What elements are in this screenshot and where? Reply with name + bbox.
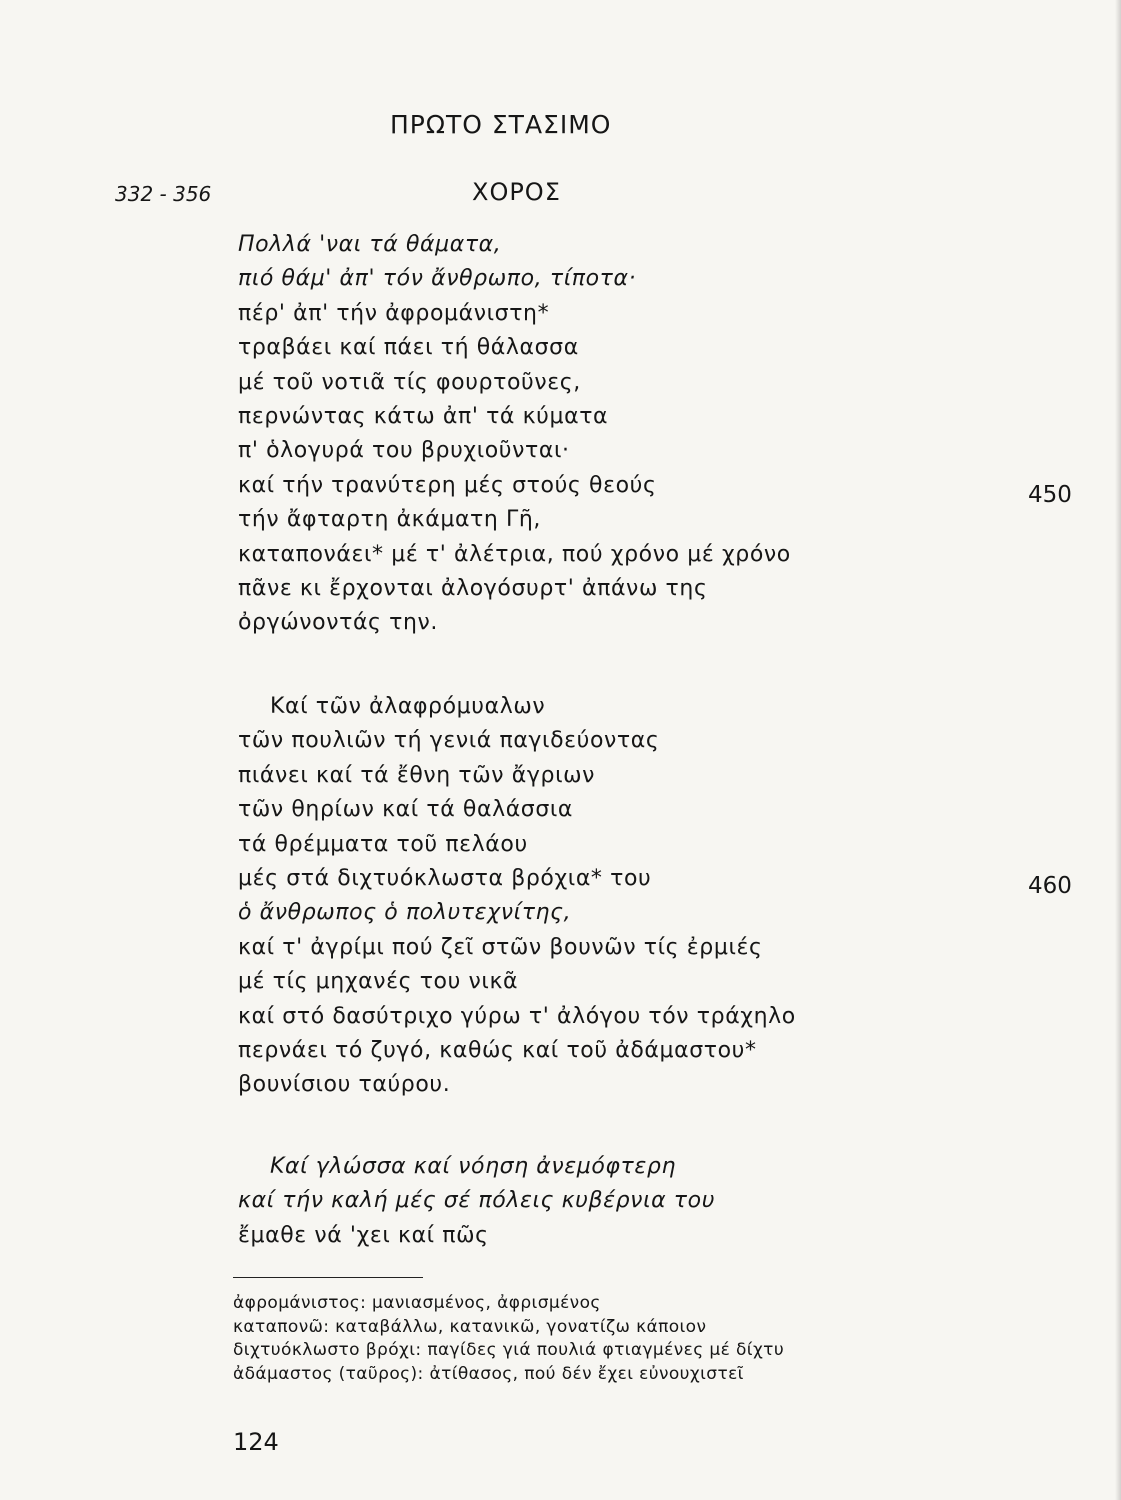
stanza-2 [238,690,1038,1103]
verse-line: πᾶνε κι ἔρχονται ἀλογόσυρτ' ἀπάνω της [238,575,708,601]
verse-line: πιό θάμ' ἀπ' τόν ἄνθρωπο, τίποτα· [238,266,637,292]
verse-line: τῶν πουλιῶν τή γενιά παγιδεύοντας [238,728,660,754]
verse-line: περνώντας κάτω ἀπ' τά κύματα [238,403,609,429]
footnote: διχτυόκλωστο βρόχι: παγίδες γιά πουλιά φτιαγμένες μέ δίχτυ [233,1340,785,1360]
verse-line: τῶν θηρίων καί τά θαλάσσια [238,797,574,823]
verse-line: καί τ' ἀγρίμι πού ζεῖ στῶν βουνῶν τίς ἐρμιές [238,934,763,960]
line-reference: 332 - 356 [115,182,212,206]
verse-line: καί τήν τρανύτερη μές στούς θεούς [238,472,657,498]
verse-line: καταπονάει* μέ τ' ἀλέτρια, πού χρόνο μέ χρόνο [238,541,791,567]
verse-line: π' ὁλογυρά του βρυχιοῦνται· [238,438,570,464]
verse-line: ὁ ἄνθρωπος ὁ πολυτεχνίτης, [238,900,572,926]
verse-line: Πολλά 'ναι τά θάματα, [238,232,502,257]
verse-line: Καί τῶν ἀλαφρόμυαλων [270,694,546,719]
footnotes [233,1292,784,1386]
verse-line: τά θρέμματα τοῦ πελάου [238,831,528,857]
footnote: καταπονῶ: καταβάλλω, κατανικῶ, γονατίζω κάποιον [233,1316,707,1337]
footnote: ἀδάμαστος (ταῦρος): ἀτίθασος, πού δέν ἔχει εὐνουχιστεῖ [233,1363,744,1384]
footnote: ἀφρομάνιστος: μανιασμένος, ἀφρισμένος [233,1293,601,1313]
footnote-divider [233,1277,423,1278]
page-title: ΠΡΩΤΟ ΣΤΑΣΙΜΟ [390,110,612,139]
verse-line: περνάει τό ζυγό, καθώς καί τοῦ ἀδάμαστου* [238,1037,757,1063]
scan-edge-shadow [1115,0,1121,1500]
verse-line: μέ τοῦ νοτιᾶ τίς φουρτοῦνες, [238,369,581,395]
verse-line: ἔμαθε νά 'χει καί πῶς [238,1222,489,1248]
verse-line: Καί γλώσσα καί νόηση ἀνεμόφτερη [270,1154,676,1179]
page-number: 124 [233,1428,279,1456]
verse-line: μές στά διχτυόκλωστα βρόχια* του [238,865,652,891]
line-number-450: 450 [1028,482,1072,508]
verse-line: τήν ἄφταρτη ἀκάματη Γῆ, [238,507,542,533]
verse-line: ὀργώνοντάς την. [238,610,439,636]
verse-line: πέρ' ἀπ' τήν ἀφρομάνιστη* [238,300,550,326]
stanza-3 [238,1150,1038,1253]
verse-line: βουνίσιου ταύρου. [238,1072,451,1098]
verse-line: καί στό δασύτριχο γύρω τ' ἀλόγου τόν τράχηλο [238,1003,796,1029]
stanza-1 [238,228,1038,641]
verse-line: καί τήν καλή μές σέ πόλεις κυβέρνια του [238,1188,716,1214]
verse-line: τραβάει καί πάει τή θάλασσα [238,335,579,361]
verse-line: πιάνει καί τά ἔθνη τῶν ἄγριων [238,762,596,788]
line-number-460: 460 [1028,873,1072,899]
speaker-heading: ΧΟΡΟΣ [472,178,561,206]
verse-line: μέ τίς μηχανές του νικᾶ [238,969,519,995]
